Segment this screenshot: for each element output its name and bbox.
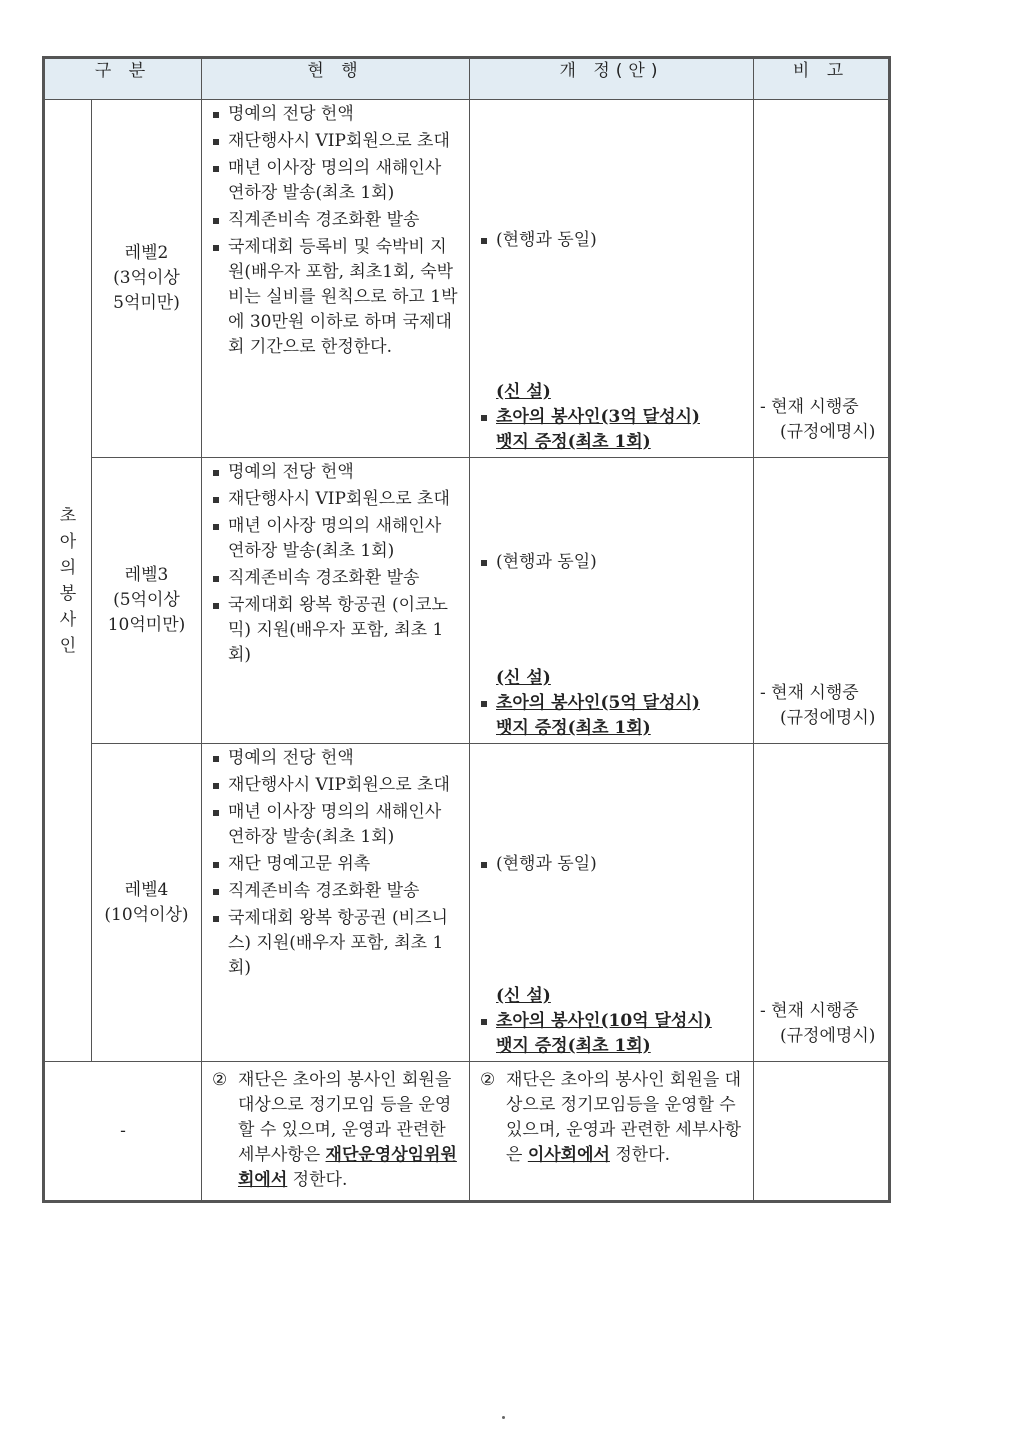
table-row-level4 (44, 744, 890, 1062)
list-item: 재단 명예고문 위촉 (210, 852, 463, 877)
level-name: 레벨2 (124, 243, 169, 263)
list-item: 매년 이사장 명의의 새해인사 연하장 발송(최초 1회) (210, 156, 463, 206)
table-row-meetings (44, 1062, 890, 1202)
level-range: (3억이상 (113, 268, 180, 288)
header-revision: 개 정(안) (470, 58, 754, 100)
page-mark (502, 1416, 505, 1419)
new-provision-item-cont: 뱃지 증정(최초 1회) (496, 1036, 651, 1056)
same-as-current: (현행과 동일) (478, 852, 597, 877)
level-name: 레벨3 (124, 565, 169, 585)
new-provision-item: 초아의 봉사인(10억 달성시) (478, 1009, 712, 1034)
revision-benefits (470, 458, 754, 744)
meetings-category: - (44, 1062, 202, 1202)
note-cell (754, 100, 890, 458)
new-provision-item: 초아의 봉사인(3억 달성시) (478, 405, 700, 430)
current-benefits (202, 744, 470, 1062)
level-range: (10억이상) (104, 904, 189, 925)
header-category: 구 분 (44, 58, 202, 100)
meetings-revision-tail: 정한다. (609, 1145, 671, 1165)
current-benefits (202, 100, 470, 458)
clause-marker: ② (480, 1070, 496, 1090)
revision-benefits (470, 744, 754, 1062)
note-status: - 현재 시행중 (760, 683, 859, 703)
meetings-note (754, 1062, 890, 1202)
level-range: 5억미만) (113, 293, 180, 313)
list-item: 매년 이사장 명의의 새해인사 연하장 발송(최초 1회) (210, 514, 463, 564)
note-status: - 현재 시행중 (760, 1001, 859, 1021)
new-provision-title: (신 설) (496, 986, 551, 1006)
level-name: 레벨4 (124, 879, 169, 900)
list-item: 국제대회 등록비 및 숙박비 지원(배우자 포함, 최초1회, 숙박비는 실비를 원칙으로 하고 1박에 30만원 이하로 하며 국제대회 기간으로 한정한다. (210, 235, 463, 360)
list-item: 국제대회 왕복 항공권 (비즈니스) 지원(배우자 포함, 최초 1회) (210, 906, 463, 981)
note-cell (754, 744, 890, 1062)
clause-marker: ② (212, 1070, 228, 1090)
header-current: 현 행 (202, 58, 470, 100)
list-item: 직계존비속 경조화환 발송 (210, 879, 463, 904)
list-item: 명예의 전당 헌액 (210, 460, 463, 485)
level-range: (5억이상 (113, 590, 180, 610)
header-note: 비 고 (754, 58, 890, 100)
list-item: 재단행사시 VIP회원으로 초대 (210, 487, 463, 512)
amendment-comparison-table (42, 56, 891, 1203)
new-provision-item: 초아의 봉사인(5억 달성시) (478, 691, 700, 716)
new-provision-title: (신 설) (496, 382, 551, 402)
new-provision (478, 380, 700, 455)
meetings-current-emph: 재단운영상임위원회에서 (238, 1145, 457, 1190)
new-provision (478, 666, 700, 741)
same-as-current: (현행과 동일) (478, 550, 597, 575)
list-item: 국제대회 왕복 항공권 (이코노믹) 지원(배우자 포함, 최초 1회) (210, 593, 463, 668)
same-as-current: (현행과 동일) (478, 228, 597, 253)
new-provision-title: (신 설) (496, 668, 551, 688)
note-cell (754, 458, 890, 744)
current-benefits (202, 458, 470, 744)
level-range: 10억미만) (107, 615, 186, 635)
level-cell (92, 744, 202, 1062)
meetings-revision-emph: 이사회에서 (527, 1145, 610, 1165)
new-provision-item-cont: 뱃지 증정(최초 1회) (496, 432, 651, 452)
note-detail: (규정에명시) (780, 422, 876, 442)
table-header-row (44, 58, 890, 100)
list-item: 재단행사시 VIP회원으로 초대 (210, 773, 463, 798)
new-provision (478, 984, 712, 1059)
table-row-level2 (44, 100, 890, 458)
meetings-revision-text: 재단은 초아의 봉사인 회원을 대상으로 정기모임등을 운영할 수 있으며, 운영과 관련한 세부사항은 (506, 1070, 742, 1165)
group-label-cell (44, 100, 92, 1062)
level-cell (92, 458, 202, 744)
meetings-current (202, 1062, 470, 1202)
table-row-level3 (44, 458, 890, 744)
note-detail: (규정에명시) (780, 708, 876, 728)
note-status: - 현재 시행중 (760, 397, 859, 417)
level-cell (92, 100, 202, 458)
meetings-current-tail: 정한다. (287, 1170, 348, 1190)
note-detail: (규정에명시) (780, 1026, 876, 1046)
revision-benefits (470, 100, 754, 458)
meetings-current-text: 재단은 초아의 봉사인 회원을 대상으로 정기모임 등을 운영할 수 있으며, 운영과 관련한 세부사항은 (238, 1070, 452, 1165)
list-item: 명예의 전당 헌액 (210, 102, 463, 127)
list-item: 매년 이사장 명의의 새해인사 연하장 발송(최초 1회) (210, 800, 463, 850)
meetings-revision (470, 1062, 754, 1202)
list-item: 직계존비속 경조화환 발송 (210, 566, 463, 591)
new-provision-item-cont: 뱃지 증정(최초 1회) (496, 718, 651, 738)
group-label: 초아의봉사인 (59, 505, 77, 656)
list-item: 직계존비속 경조화환 발송 (210, 208, 463, 233)
list-item: 명예의 전당 헌액 (210, 746, 463, 771)
list-item: 재단행사시 VIP회원으로 초대 (210, 129, 463, 154)
